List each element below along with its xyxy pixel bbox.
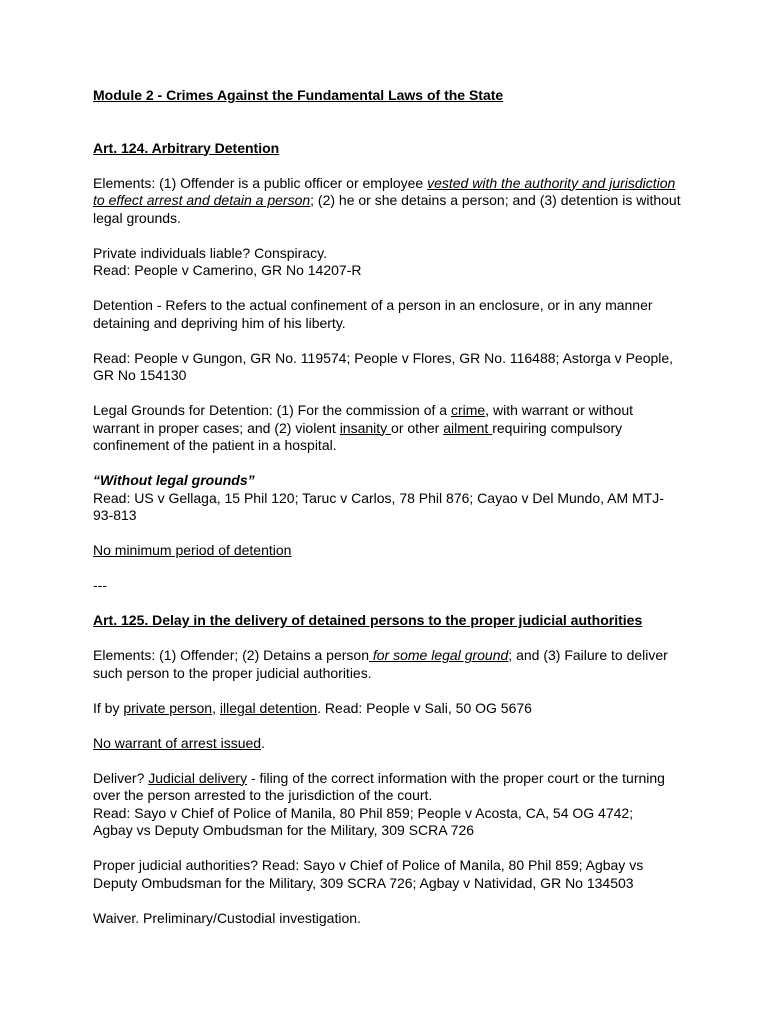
detention-definition: Detention - Refers to the actual confinement of a person in an enclosure, or in any manner detaining and depriving him of his liberty.: [93, 297, 653, 331]
read-camerino: Read: People v Camerino, GR No 14207-R: [93, 262, 362, 278]
legal-grounds: Legal Grounds for Detention: (1) For the commission of a crime, with warrant or without warrant in proper cases; and (2) violent insanity or other ailment requiring compulsory confinement of the patient in a hospital.: [93, 402, 634, 453]
private-individuals-line: Private individuals liable? Conspiracy.: [93, 244, 327, 261]
private-person-line: If by private person, illegal detention. Read: People v Sali, 50 OG 5676: [93, 699, 532, 716]
art125-elements: Elements: (1) Offender; (2) Detains a person for some legal ground; and (3) Failure to deliver such person to the proper judicial authorities.: [93, 647, 668, 681]
art124-heading: Art. 124. Arbitrary Detention: [93, 139, 280, 156]
proper-judicial-authorities: Proper judicial authorities? Read: Sayo v Chief of Police of Manila, 80 Phil 859; Agbay vs Deputy Ombudsman for the Military, 309 SCRA 726; Agbay v Natividad, GR No 134503: [93, 857, 644, 891]
art125-heading: Art. 125. Delay in the delivery of detained persons to the proper judicial authorities: [93, 612, 643, 628]
emphasis-authority: vested with the authority and jurisdiction to effect arrest and detain a person: [93, 174, 676, 208]
module-title: Module 2 - Crimes Against the Fundamental Laws of the State: [93, 87, 504, 103]
no-minimum-period: No minimum period of detention: [93, 542, 292, 558]
without-legal-grounds: “Without legal grounds”: [93, 472, 255, 488]
emphasis-legal-ground: for some legal ground: [368, 647, 509, 663]
read-agbay: Agbay vs Deputy Ombudsman for the Military, 309 SCRA 726: [93, 822, 475, 838]
no-warrant-line: No warrant of arrest issued.: [93, 734, 265, 751]
read-sayo-acosta: Read: Sayo v Chief of Police of Manila, 80 Phil 859; People v Acosta, CA, 54 OG 4742;: [93, 804, 634, 821]
read-gungon: Read: People v Gungon, GR No. 119574; People v Flores, GR No. 116488; Astorga v People, GR No 154130: [93, 349, 674, 383]
deliver-definition: Deliver? Judicial delivery - filing of the correct information with the proper court or the turning over the person arrested to the jurisdiction of the court.: [93, 769, 665, 803]
read-gellaga: Read: US v Gellaga, 15 Phil 120; Taruc v Carlos, 78 Phil 876; Cayao v Del Mundo, AM MTJ-93-813: [93, 489, 664, 523]
document-body: [93, 87, 683, 927]
section-separator: ---: [93, 577, 107, 593]
art124-elements: Elements: (1) Offender is a public officer or employee vested with the authority and jurisdiction to effect arrest and detain a person; (2) he or she detains a person; and (3) detention is without legal grounds.: [93, 174, 681, 226]
waiver-line: Waiver. Preliminary/Custodial investigation.: [93, 909, 361, 926]
